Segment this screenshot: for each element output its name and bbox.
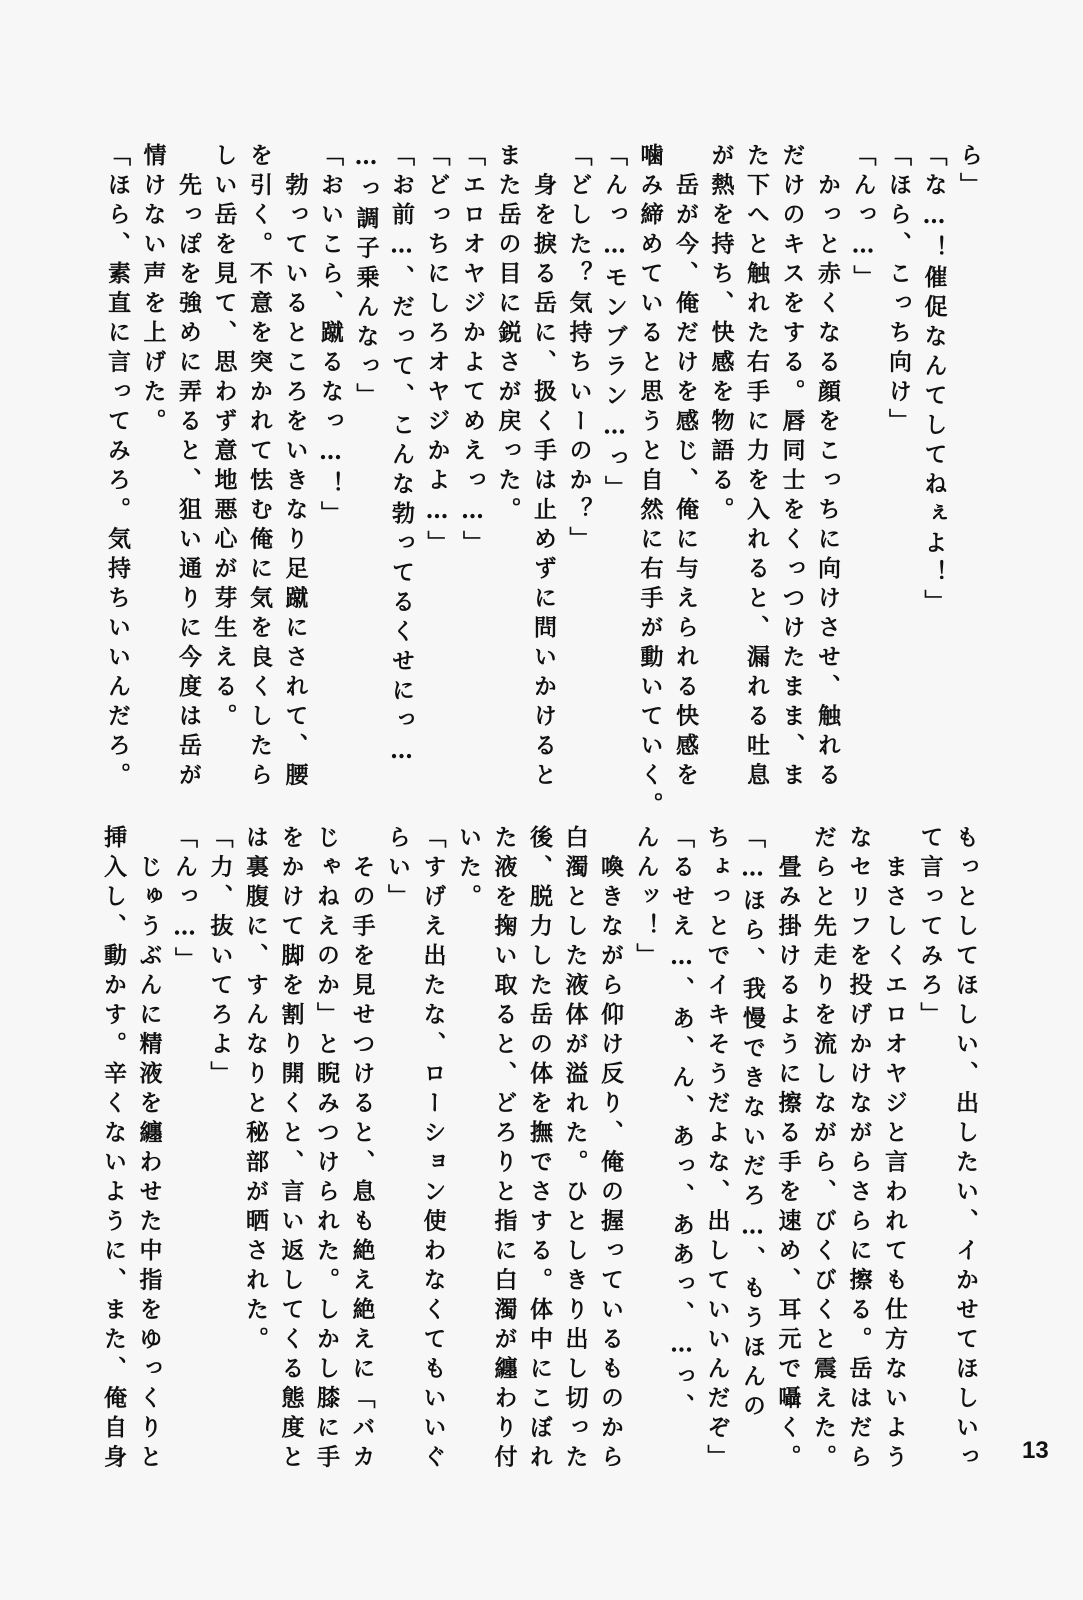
text-line: 情けない声を上げた。 [139, 143, 167, 438]
text-line: は裏腹に、すんなりと秘部が晒された。 [242, 825, 269, 1356]
text-line: ら」 [956, 143, 983, 202]
text-line: 「るせえ…、あ、ん、あっ、ああっ、…っ、 [668, 825, 695, 1423]
text-line: しい岳を見て、思わず意地悪心が芽生える。 [210, 143, 238, 733]
text-line: 勃っているところをいきなり足蹴にされて、腰 [281, 143, 309, 792]
text-line: また岳の目に鋭さが戻った。 [494, 143, 522, 527]
text-line: 「エロオヤジかよてめえっ…」 [459, 143, 486, 560]
text-line: 「…ほら、我慢できないだろ…、もうほんの [739, 825, 766, 1423]
page-number: 13 [1022, 1437, 1049, 1464]
text-line: だらと先走りを流しながら、びくびくと震えた。 [810, 825, 837, 1474]
text-line: た下へと触れた右手に力を入れると、漏れる吐息 [743, 143, 770, 792]
text-line: 「んっ…」 [849, 143, 877, 295]
text-line: かっと赤くなる顔をこっちに向けさせ、触れる [814, 143, 841, 792]
text-line: 身を捩る岳に、扱く手は止めずに問いかけると [530, 143, 557, 792]
text-line: 「んっ…モンブラン…っ」 [601, 143, 628, 505]
text-block-lower [100, 825, 979, 1474]
text-line: その手を見せつけると、息も絶え絶えに「バカ [348, 825, 376, 1474]
text-line: て言ってみろ」 [916, 825, 944, 1032]
text-line: 「ほら、こっち向け」 [885, 143, 912, 438]
text-line: …っ調子乗んなっ」 [352, 143, 380, 413]
text-line: 「んっ…」 [171, 825, 198, 977]
text-line: が熱を持ち、快感を物語る。 [707, 143, 735, 527]
text-line: んんッ！」 [632, 825, 660, 973]
text-line: 「どした？気持ちいーのか？」 [565, 143, 593, 556]
text-line: 挿入し、動かす。辛くないように、また、俺自身 [100, 825, 127, 1474]
text-line: をかけて脚を割り開くと、言い返してくる態度と [277, 825, 305, 1474]
text-line: 畳み掛けるように擦る手を速め、耳元で囁く。 [774, 825, 802, 1474]
text-line: た液を掬い取ると、どろりと指に白濁が纏わり付 [490, 825, 518, 1474]
text-line: 「力、抜いてろよ」 [206, 825, 234, 1091]
text-line: 「すげえ出たな、ローション使わなくてもいいぐ [419, 825, 447, 1474]
text-line: 先っぽを強めに弄ると、狙い通りに今度は岳が [175, 143, 202, 792]
text-line: なセリフを投げかけながらさらに擦る。岳はだら [845, 825, 873, 1474]
text-line: じゅうぶんに精液を纏わせた中指をゆっくりと [135, 825, 163, 1474]
text-line: もっとしてほしい、出したい、イかせてほしいっ [952, 825, 979, 1474]
text-line: 「どっちにしろオヤジかよ…」 [423, 143, 451, 560]
text-block-upper [104, 143, 983, 822]
text-line: いた。 [455, 825, 482, 914]
text-line: 白濁とした液体が溢れた。ひとしきり出し切った [561, 825, 589, 1474]
text-line: 喚きながら仰け反り、俺の握っているものから [597, 825, 624, 1474]
text-line: 「ほら、素直に言ってみろ。気持ちいいんだろ。 [104, 143, 131, 792]
text-line: じゃねえのか」と睨みつけられた。しかし膝に手 [313, 825, 340, 1474]
text-line: 噛み締めていると思うと自然に右手が動いていく。 [636, 143, 664, 822]
text-line: を引く。不意を突かれて怯む俺に気を良くしたら [246, 143, 273, 792]
text-line: だけのキスをする。唇同士をくっつけたまま、ま [778, 143, 806, 792]
text-line: まさしくエロオヤジと言われても仕方ないよう [881, 825, 908, 1474]
text-line: 「な…！催促なんてしてねぇよ！」 [920, 143, 948, 619]
text-line: 「おいこら、蹴るなっ…！」 [317, 143, 344, 531]
text-line: らい」 [384, 825, 411, 914]
text-line: 「お前…、だって、こんな勃ってるくせにっ… [388, 143, 415, 771]
text-line: 岳が今、俺だけを感じ、俺に与えられる快感を [672, 143, 699, 792]
text-line: 後、脱力した岳の体を撫でさする。体中にこぼれ [526, 825, 553, 1474]
text-line: ちょっとでイキそうだよな、出していいんだぞ」 [703, 825, 731, 1474]
